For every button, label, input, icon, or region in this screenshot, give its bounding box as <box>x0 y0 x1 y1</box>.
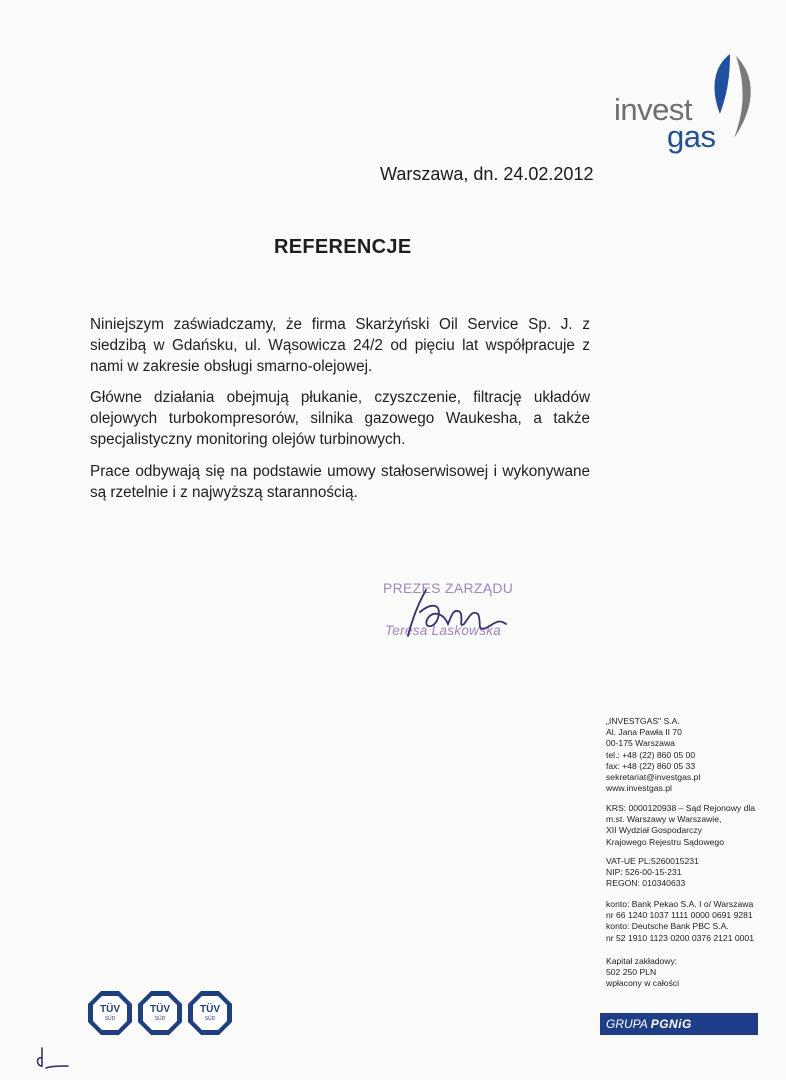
registry-line: Krajowego Rejestru Sądowego <box>606 836 724 847</box>
capital-line: wpłacony w całości <box>606 978 680 989</box>
address-line: 00-175 Warszawa <box>606 738 675 749</box>
tuv-sub-label: SÜD <box>204 1016 216 1022</box>
group-prefix: GRUPA <box>606 1017 648 1031</box>
handwritten-mark-icon <box>34 1044 74 1074</box>
capital-line: Kapitał zakładowy: <box>606 956 678 966</box>
company-capital <box>606 956 679 990</box>
tax-line: REGON: 010340633 <box>606 878 686 889</box>
letter-paragraph-1: Niniejszym zaświadczamy, że firma Skarżyński Oil Service Sp. J. z siedzibą w Gdańsku, ul. Wąsowicza 24/2 od pięciu lat współpracuje z nami w zakresie obsługi smarno-olejowej. <box>90 316 590 375</box>
bank-line: konto: Bank Pekao S.A. I o/ Warszawa <box>606 899 754 909</box>
registry-line: m.st. Warszawy w Warszawie, <box>606 814 722 825</box>
signature-icon <box>398 584 518 644</box>
letter-paragraph-3: Prace odbywają się na podstawie umowy stałoserwisowej i wykonywane są rzetelnie i z najwyższą starannością. <box>90 463 590 501</box>
bank-line: nr 66 1240 1037 1111 0000 0691 9281 <box>606 910 753 921</box>
tuv-label: TÜV <box>200 1004 220 1015</box>
bank-line: konto: Deutsche Bank PBC S.A. <box>606 921 729 932</box>
address-line: sekretariat@investgas.pl <box>606 771 701 782</box>
tuv-certificate-badge <box>87 990 133 1036</box>
logo-word-gas: gas <box>667 119 716 154</box>
group-brand: PGNiG <box>650 1017 692 1031</box>
registry-line: XII Wydział Gospodarczy <box>606 825 702 836</box>
stamp-name: Teresa Laskowska <box>385 623 502 638</box>
tax-line: NIP: 526-00-15-231 <box>606 867 682 878</box>
registry-line: KRS: 0000120938 – Sąd Rejonowy dla <box>606 803 756 813</box>
tuv-sub-label: SÜD <box>104 1016 116 1022</box>
tuv-label: TÜV <box>100 1004 120 1015</box>
address-line: Al. Jana Pawła II 70 <box>606 727 682 738</box>
investgas-logo <box>612 52 762 152</box>
address-line: www.investgas.pl <box>606 783 672 794</box>
letter-paragraph-2: Główne działania obejmują płukanie, czyszczenie, filtrację układów olejowych turbokompresorów, silnika gazowego Waukesha, a także specjalistyczny monitoring olejów turbinowych. <box>90 389 590 448</box>
tuv-certificate-badge <box>137 990 183 1036</box>
letter-title: REFERENCJE <box>274 236 412 258</box>
logo-word-invest: invest <box>614 92 692 127</box>
company-address <box>606 716 700 794</box>
pgnig-group-bar <box>600 1013 758 1035</box>
address-line: fax: +48 (22) 860 05 33 <box>606 760 696 771</box>
company-registry <box>606 803 755 848</box>
address-line: „INVESTGAS" S.A. <box>606 716 680 726</box>
tuv-label: TÜV <box>150 1004 170 1015</box>
letter-date: Warszawa, dn. 24.02.2012 <box>380 164 594 184</box>
bank-line: nr 52 1910 1123 0200 0376 2121 0001 <box>606 932 754 943</box>
tax-line: VAT-UE PL:5260015231 <box>606 856 699 866</box>
company-bank-accounts <box>606 899 754 944</box>
capital-line: 502 250 PLN <box>606 967 657 978</box>
tuv-certificate-badge <box>187 990 233 1036</box>
address-line: tel.: +48 (22) 860 05 00 <box>606 749 696 760</box>
company-tax-ids <box>606 856 699 890</box>
stamp-title: PREZES ZARZĄDU <box>383 580 514 596</box>
tuv-sub-label: SÜD <box>154 1016 166 1022</box>
